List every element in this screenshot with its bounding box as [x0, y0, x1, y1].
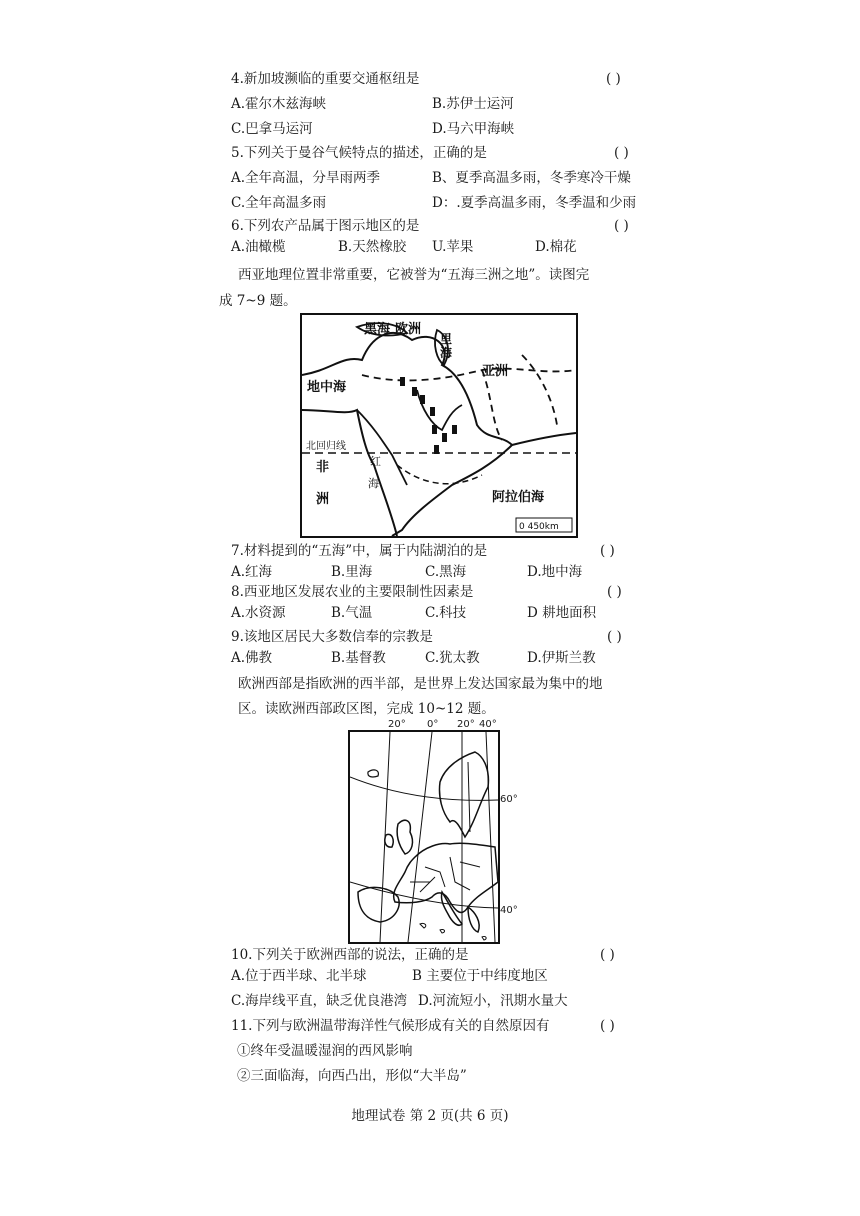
europe-intro-line2: 区。读欧洲西部政区图，完成 10~12 题。 — [238, 701, 495, 717]
q7-option-b: B.里海 — [331, 564, 373, 580]
q4-option-a: A.霍尔木兹海峡 — [231, 96, 327, 112]
q4-answer-bracket[interactable]: ( ) — [606, 71, 621, 87]
western-europe-map — [348, 719, 518, 944]
q6-option-d: D.棉花 — [535, 239, 577, 255]
q5-answer-bracket[interactable]: ( ) — [614, 145, 629, 161]
map1-boundary — [522, 355, 557, 425]
west-asia-intro-line1: 西亚地理位置非常重要，它被誉为“五海三洲之地”。读图完 — [238, 267, 590, 283]
map1-coastline — [302, 333, 512, 536]
map2-finland-border — [468, 762, 470, 832]
q7-option-c: C.黑海 — [425, 564, 467, 580]
q6-option-c: U.苹果 — [432, 239, 474, 255]
map2-parallel — [350, 777, 498, 800]
map1-label-africa-2: 洲 — [316, 492, 330, 507]
map1-label-arabian-sea: 阿拉伯海 — [492, 490, 545, 505]
q7-stem: 7.材料提到的“五海”中，属于内陆湖泊的是 — [231, 543, 488, 559]
map2-iceland — [368, 770, 379, 777]
map1-label-red-sea-2: 海 — [368, 477, 379, 490]
map2-scandinavia — [439, 752, 488, 837]
q9-option-b: B.基督教 — [331, 650, 386, 666]
map1-east-coast — [512, 433, 576, 445]
map2-parallel — [350, 882, 498, 908]
q7-option-a: A.红海 — [231, 564, 273, 580]
q9-option-a: A.佛教 — [231, 650, 273, 666]
map2-ireland — [385, 834, 393, 847]
west-asia-map — [300, 313, 578, 538]
west-asia-intro-line2: 成 7~9 题。 — [219, 293, 297, 309]
q10-option-b: B 主要位于中纬度地区 — [412, 968, 548, 984]
map1-label-mediterranean: 地中海 — [307, 380, 347, 395]
q9-option-d: D.伊斯兰教 — [527, 650, 596, 666]
q5-stem: 5.下列关于曼谷气候特点的描述，正确的是 — [231, 145, 487, 161]
q8-option-d: D 耕地面积 — [527, 605, 597, 621]
map1-red-sea — [357, 410, 407, 485]
q8-stem: 8.西亚地区发展农业的主要限制性因素是 — [231, 584, 474, 600]
q7-answer-bracket[interactable]: ( ) — [600, 543, 615, 559]
q10-option-d: D.河流短小，汛期水量大 — [418, 993, 568, 1009]
q11-answer-bracket[interactable]: ( ) — [600, 1018, 615, 1034]
map1-boundary — [397, 465, 482, 484]
map2-mainland — [394, 843, 498, 912]
page-footer: 地理试卷 第 2 页(共 6 页) — [351, 1108, 509, 1124]
q8-option-c: C.科技 — [425, 605, 467, 621]
q10-stem: 10.下列关于欧洲西部的说法，正确的是 — [231, 947, 469, 963]
map2-iberia — [358, 887, 399, 922]
q10-option-a: A.位于西半球、北半球 — [231, 968, 367, 984]
q6-stem: 6.下列农产品属于图示地区的是 — [231, 218, 420, 234]
map1-label-tropic: 北回归线 — [306, 441, 346, 452]
map2-borders — [410, 857, 480, 892]
q11-item-2: ②三面临海，向西凸出，形似“大半岛” — [237, 1068, 467, 1084]
map1-label-black-sea: 黑海 — [364, 322, 391, 337]
q4-option-b: B.苏伊士运河 — [432, 96, 514, 112]
map2-britain — [397, 820, 412, 854]
q6-option-b: B.天然橡胶 — [338, 239, 407, 255]
map1-boundary — [482, 370, 502, 440]
q4-option-c: C.巴拿马运河 — [231, 121, 313, 137]
q7-option-d: D.地中海 — [527, 564, 583, 580]
q8-answer-bracket[interactable]: ( ) — [607, 584, 622, 600]
q6-answer-bracket[interactable]: ( ) — [614, 218, 629, 234]
map2-meridian — [486, 732, 495, 942]
q6-option-a: A.油橄榄 — [231, 239, 286, 255]
map2-greece — [468, 907, 479, 932]
q11-stem: 11.下列与欧洲温带海洋性气候形成有关的自然原因有 — [231, 1018, 550, 1034]
map1-label-asia: 亚洲 — [482, 364, 509, 379]
q5-option-d: D：.夏季高温多雨，冬季温和少雨 — [432, 195, 637, 211]
q9-stem: 9.该地区居民大多数信奉的宗教是 — [231, 629, 433, 645]
map1-scale: 0 450km — [519, 522, 559, 532]
map1-label-caspian-2: 海 — [440, 346, 453, 360]
map1-label-europe: 欧洲 — [395, 322, 422, 337]
q10-option-c: C.海岸线平直，缺乏优良港湾 — [231, 993, 408, 1009]
map2-italy — [441, 892, 462, 925]
map1-boundary — [362, 369, 576, 381]
map2-label-n40: 40° — [500, 905, 518, 916]
map2-label-w20: 20° — [388, 719, 406, 730]
map1-label-caspian: 里 — [440, 332, 453, 346]
q11-item-1: ①终年受温暖湿润的西风影响 — [237, 1043, 413, 1059]
map2-label-e40: 40° — [479, 719, 497, 730]
q5-option-c: C.全年高温多雨 — [231, 195, 327, 211]
q8-option-a: A.水资源 — [231, 605, 286, 621]
q9-option-c: C.犹太教 — [425, 650, 480, 666]
q4-stem: 4.新加坡濒临的重要交通枢纽是 — [231, 71, 420, 87]
map2-label-e20: 20° — [457, 719, 475, 730]
map1-label-red-sea: 红 — [370, 455, 381, 468]
map2-label-zero: 0° — [427, 719, 439, 730]
q5-option-a: A.全年高温，分旱雨两季 — [231, 170, 381, 186]
q8-option-b: B.气温 — [331, 605, 373, 621]
map2-label-n60: 60° — [500, 794, 518, 805]
q10-answer-bracket[interactable]: ( ) — [600, 947, 615, 963]
europe-intro-line1: 欧洲西部是指欧洲的西半部，是世界上发达国家最为集中的地 — [238, 676, 603, 692]
q9-answer-bracket[interactable]: ( ) — [607, 629, 622, 645]
map1-label-africa: 非 — [316, 460, 330, 475]
q5-option-b: B、夏季高温多雨，冬季寒冷干燥 — [432, 170, 631, 186]
q4-option-d: D.马六甲海峡 — [432, 121, 515, 137]
